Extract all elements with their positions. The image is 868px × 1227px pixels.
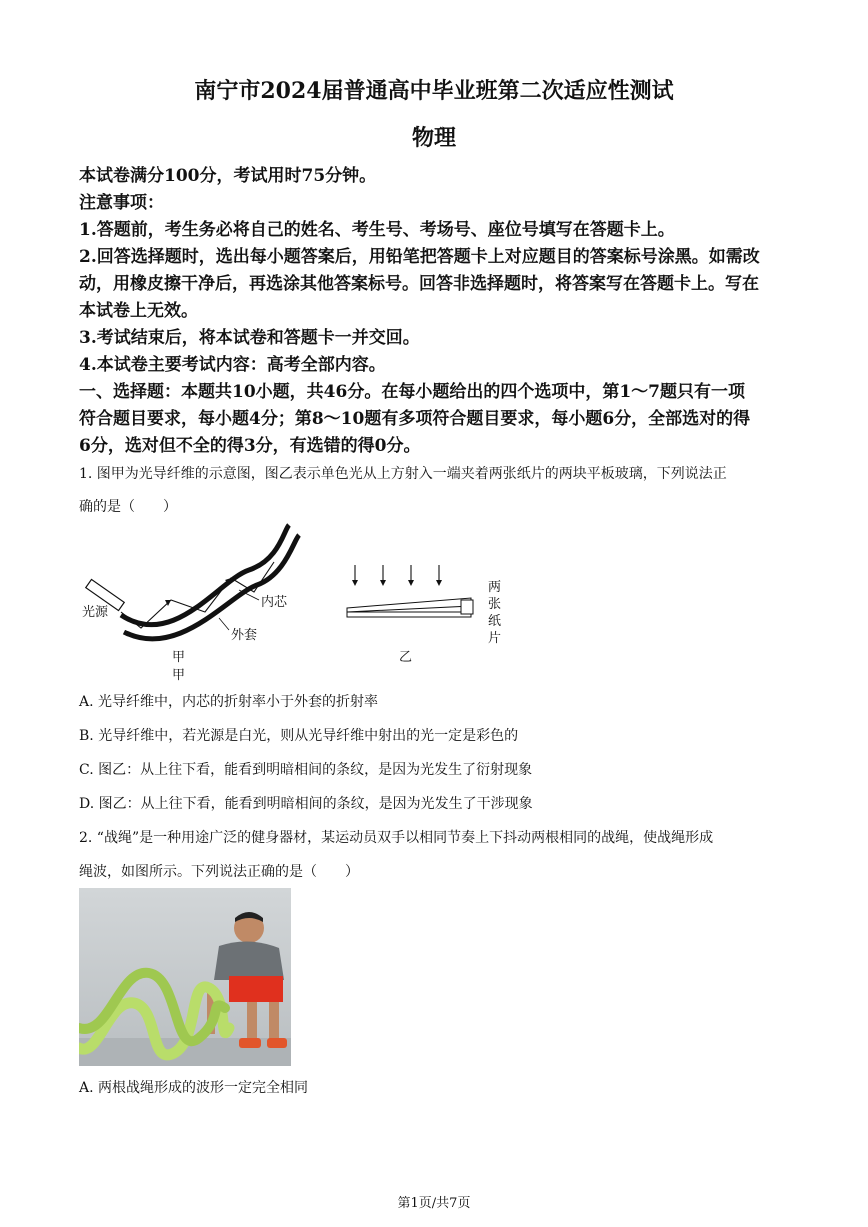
battle-rope-photo xyxy=(79,888,291,1066)
question-1-stem: 1. 图甲为光导纤维的示意图，图乙表示单色光从上方射入一端夹着两张纸片的两块平板玻璃，下列说法正 xyxy=(79,466,727,482)
paper-label: 两 xyxy=(488,580,502,595)
notice-item: 本试卷上无效。 xyxy=(79,301,198,321)
score-time: 本试卷满分100分，考试用时75分钟。 xyxy=(79,166,377,186)
question-1-stem: 确的是（ ） xyxy=(79,499,177,515)
question-1-option: C. 图乙：从上往下看，能看到明暗相间的条纹，是因为光发生了衍射现象 xyxy=(79,762,533,778)
optical-fiber-diagram xyxy=(86,525,299,639)
notice-item: 4.本试卷主要考试内容：高考全部内容。 xyxy=(79,355,386,375)
light-source-label: 光源 xyxy=(82,605,109,620)
question-1-figure xyxy=(79,520,519,685)
question-1-option: D. 图乙：从上往下看，能看到明暗相间的条纹，是因为光发生了干涉现象 xyxy=(79,796,533,812)
notice-heading: 注意事项： xyxy=(79,193,164,213)
figure-a-label: 甲 xyxy=(172,650,186,665)
exam-title: 南宁市2024届普通高中毕业班第二次适应性测试 xyxy=(194,78,674,104)
subject-title: 物理 xyxy=(411,125,456,151)
notice-item: 动，用橡皮擦干净后，再选涂其他答案标号。回答非选择题时，将答案写在答题卡上。写在 xyxy=(79,274,759,294)
question-2-stem: 绳波，如图所示。下列说法正确的是（ ） xyxy=(79,864,359,880)
notice-item: 2.回答选择题时，选出每小题答案后，用铅笔把答题卡上对应题目的答案标号涂黑。如需改 xyxy=(79,247,760,267)
core-label: 内芯 xyxy=(261,595,288,610)
question-1-option: A. 光导纤维中，内芯的折射率小于外套的折射率 xyxy=(79,694,379,710)
paper-label: 张 xyxy=(488,597,502,612)
question-2-option: A. 两根战绳形成的波形一定完全相同 xyxy=(79,1080,309,1096)
section-heading: 一、选择题：本题共10小题，共46分。在每小题给出的四个选项中，第1～7题只有一项 xyxy=(79,382,745,402)
figure-a-label: 甲 xyxy=(172,668,186,683)
section-heading: 符合题目要求，每小题4分；第8～10题有多项符合题目要求，每小题6分，全部选对的得 xyxy=(79,409,751,429)
figure-b-label: 乙 xyxy=(399,650,413,665)
question-2-stem: 2. “战绳”是一种用途广泛的健身器材，某运动员双手以相同节奏上下抖动两根相同的战绳，使战绳形成 xyxy=(79,830,714,846)
notice-item: 3.考试结束后，将本试卷和答题卡一并交回。 xyxy=(79,328,420,348)
paper-label: 纸 xyxy=(488,614,502,629)
cladding-label: 外套 xyxy=(231,628,258,643)
page-number: 第1页/共7页 xyxy=(397,1196,471,1211)
wedge-diagram xyxy=(347,565,473,617)
question-1-option: B. 光导纤维中，若光源是白光，则从光导纤维中射出的光一定是彩色的 xyxy=(79,728,519,744)
section-heading: 6分，选对但不全的得3分，有选错的得0分。 xyxy=(79,436,421,456)
paper-label: 片 xyxy=(488,631,502,646)
notice-item: 1.答题前，考生务必将自己的姓名、考生号、考场号、座位号填写在答题卡上。 xyxy=(79,220,675,240)
arrow-down-icon xyxy=(352,565,442,586)
